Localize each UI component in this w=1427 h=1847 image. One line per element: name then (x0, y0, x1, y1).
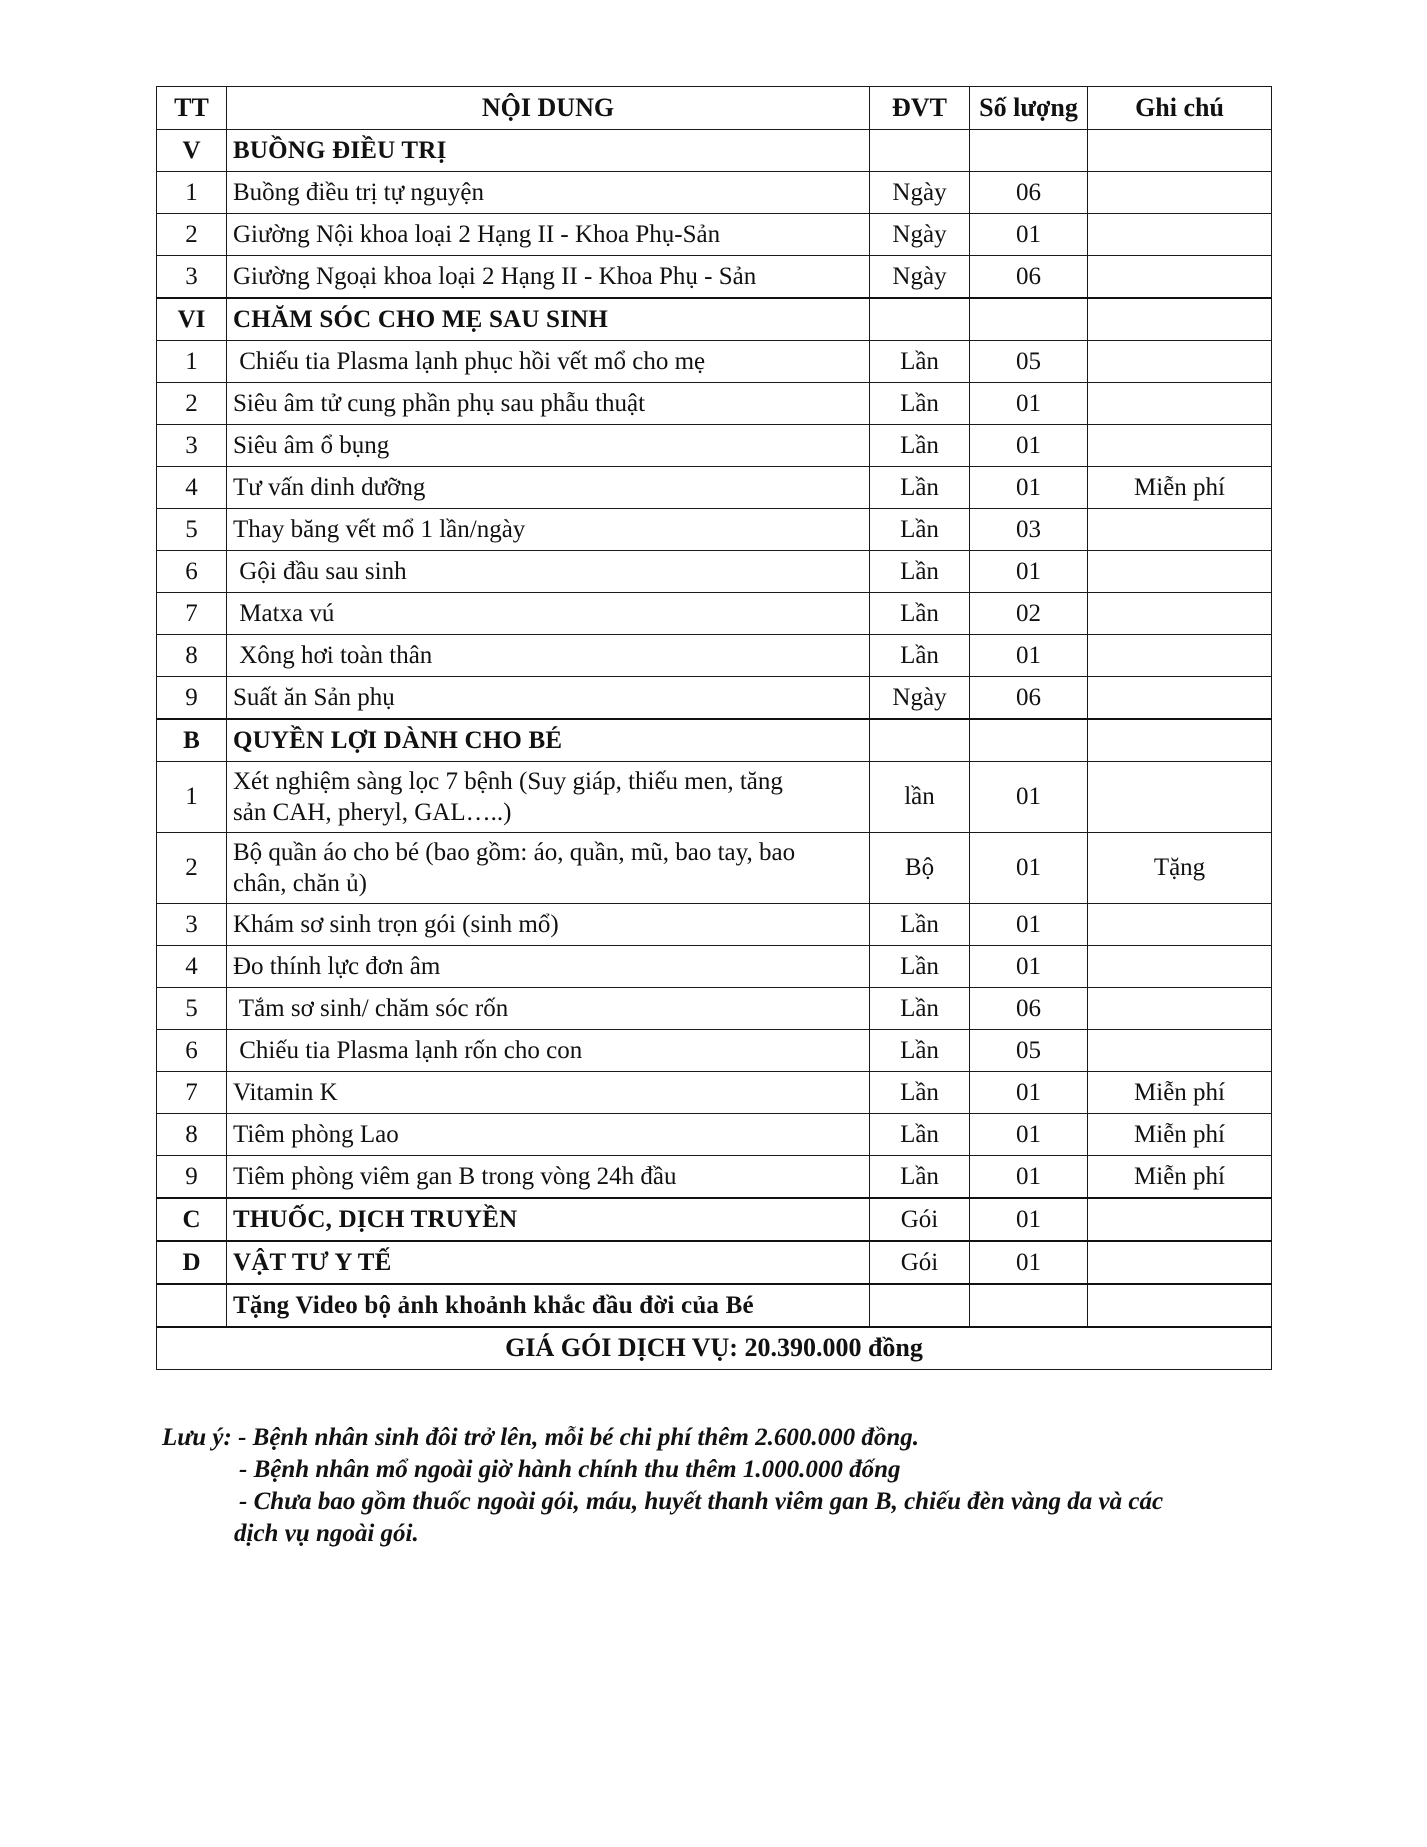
row-unit: Gói (870, 1241, 970, 1284)
section-tt: V (157, 130, 227, 172)
row-unit: Ngày (870, 214, 970, 256)
table-row (157, 341, 1272, 383)
row-qty: 01 (970, 214, 1088, 256)
row-content: Buồng điều trị tự nguyện (227, 172, 870, 214)
row-content-line: Xét nghiệm sàng lọc 7 bệnh (Suy giáp, thiếu men, tăng (233, 767, 783, 795)
row-tt: 1 (157, 762, 227, 833)
section-title: QUYỀN LỢI DÀNH CHO BÉ (227, 719, 870, 762)
row-unit: Lần (870, 904, 970, 946)
row-unit: Ngày (870, 256, 970, 299)
section-title: BUỒNG ĐIỀU TRỊ (227, 130, 870, 172)
empty-cell (870, 130, 970, 172)
table-row (157, 1114, 1272, 1156)
header-tt: TT (157, 87, 227, 130)
row-note (1088, 214, 1272, 256)
row-unit: Lần (870, 551, 970, 593)
empty-cell (970, 719, 1088, 762)
row-tt: 6 (157, 1030, 227, 1072)
row-qty: 06 (970, 256, 1088, 299)
row-tt: 9 (157, 1156, 227, 1199)
row-content: Xông hơi toàn thân (227, 635, 870, 677)
row-qty: 06 (970, 172, 1088, 214)
row-qty: 01 (970, 635, 1088, 677)
row-content (227, 833, 870, 904)
row-content: Giường Ngoại khoa loại 2 Hạng II - Khoa Phụ - Sản (227, 256, 870, 299)
row-note (1088, 635, 1272, 677)
row-note (1088, 988, 1272, 1030)
table-row (157, 635, 1272, 677)
row-unit: Ngày (870, 172, 970, 214)
row-tt: 7 (157, 593, 227, 635)
empty-cell (1088, 130, 1272, 172)
empty-cell (970, 130, 1088, 172)
row-content: Tư vấn dinh dưỡng (227, 467, 870, 509)
row-unit: Gói (870, 1198, 970, 1241)
header-note: Ghi chú (1088, 87, 1272, 130)
row-qty: 01 (970, 1156, 1088, 1199)
row-tt: 5 (157, 988, 227, 1030)
row-content (227, 762, 870, 833)
row-qty: 03 (970, 509, 1088, 551)
table-row (157, 946, 1272, 988)
row-qty: 01 (970, 1198, 1088, 1241)
row-unit: lần (870, 762, 970, 833)
note-line-3: - Chưa bao gồm thuốc ngoài gói, máu, huyết thanh viêm gan B, chiếu đèn vàng da và các (239, 1488, 1164, 1515)
row-note (1088, 593, 1272, 635)
table-row (157, 214, 1272, 256)
row-qty: 02 (970, 593, 1088, 635)
table-row (157, 509, 1272, 551)
row-content-line: chân, chăn ủ) (233, 870, 367, 897)
row-unit: Lần (870, 988, 970, 1030)
row-content-line: Bộ quần áo cho bé (bao gồm: áo, quần, mũ, bao tay, bao (233, 838, 796, 866)
row-content: Chiếu tia Plasma lạnh rốn cho con (227, 1030, 870, 1072)
row-qty: 01 (970, 1114, 1088, 1156)
row-qty: 01 (970, 762, 1088, 833)
row-content: Khám sơ sinh trọn gói (sinh mổ) (227, 904, 870, 946)
row-qty: 05 (970, 341, 1088, 383)
table-row (157, 833, 1272, 904)
gift-row (157, 1284, 1272, 1327)
note-label: Lưu ý: (162, 1424, 232, 1451)
row-unit: Bộ (870, 833, 970, 904)
row-unit: Lần (870, 946, 970, 988)
table-row (157, 172, 1272, 214)
row-content: Giường Nội khoa loại 2 Hạng II - Khoa Phụ-Sản (227, 214, 870, 256)
empty-cell (870, 298, 970, 341)
row-unit: Lần (870, 635, 970, 677)
empty-cell (870, 719, 970, 762)
section-tt: B (157, 719, 227, 762)
row-qty: 01 (970, 946, 1088, 988)
row-tt: 2 (157, 383, 227, 425)
table-row (157, 988, 1272, 1030)
table-row (157, 383, 1272, 425)
total-row (157, 1327, 1272, 1370)
table-row (157, 467, 1272, 509)
section-row-d (157, 1241, 1272, 1284)
empty-cell (970, 298, 1088, 341)
row-qty: 01 (970, 467, 1088, 509)
section-row-b (157, 719, 1272, 762)
row-content: Tắm sơ sinh/ chăm sóc rốn (227, 988, 870, 1030)
section-tt: D (157, 1241, 227, 1284)
row-note (1088, 341, 1272, 383)
section-tt: C (157, 1198, 227, 1241)
empty-cell (157, 1284, 227, 1327)
row-note: Miễn phí (1088, 467, 1272, 509)
note-line-2: - Bệnh nhân mổ ngoài giờ hành chính thu thêm 1.000.000 đống (239, 1456, 901, 1483)
row-tt: 7 (157, 1072, 227, 1114)
row-tt: 6 (157, 551, 227, 593)
row-tt: 9 (157, 677, 227, 720)
row-content: Siêu âm tử cung phần phụ sau phẫu thuật (227, 383, 870, 425)
table-row (157, 1072, 1272, 1114)
table-row (157, 904, 1272, 946)
section-row-v (157, 130, 1272, 172)
row-qty: 01 (970, 833, 1088, 904)
empty-cell (1088, 1241, 1272, 1284)
row-content: Đo thính lực đơn âm (227, 946, 870, 988)
row-qty: 06 (970, 677, 1088, 720)
row-note: Miễn phí (1088, 1114, 1272, 1156)
table-row (157, 1156, 1272, 1199)
row-unit: Lần (870, 593, 970, 635)
empty-cell (970, 1284, 1088, 1327)
row-note (1088, 946, 1272, 988)
table-row (157, 593, 1272, 635)
row-unit: Lần (870, 1030, 970, 1072)
row-tt: 3 (157, 904, 227, 946)
row-unit: Lần (870, 467, 970, 509)
row-content: Thay băng vết mổ 1 lần/ngày (227, 509, 870, 551)
row-content: Vitamin K (227, 1072, 870, 1114)
row-note (1088, 425, 1272, 467)
row-unit: Lần (870, 1156, 970, 1199)
row-tt: 1 (157, 341, 227, 383)
gift-text: Tặng Video bộ ảnh khoảnh khắc đầu đời của Bé (227, 1284, 870, 1327)
section-title: THUỐC, DỊCH TRUYỀN (227, 1198, 870, 1241)
row-tt: 3 (157, 256, 227, 299)
row-unit: Lần (870, 383, 970, 425)
row-tt: 3 (157, 425, 227, 467)
row-note (1088, 383, 1272, 425)
row-qty: 01 (970, 1241, 1088, 1284)
row-tt: 4 (157, 467, 227, 509)
row-note: Miễn phí (1088, 1156, 1272, 1199)
row-tt: 8 (157, 635, 227, 677)
header-content: NỘI DUNG (227, 87, 870, 130)
row-unit: Lần (870, 1114, 970, 1156)
row-note (1088, 509, 1272, 551)
table-header-row (157, 87, 1272, 130)
row-qty: 01 (970, 383, 1088, 425)
empty-cell (1088, 1284, 1272, 1327)
price-sheet (156, 86, 1271, 1370)
notes-block (162, 1422, 1282, 1550)
row-qty: 01 (970, 1072, 1088, 1114)
row-qty: 06 (970, 988, 1088, 1030)
row-note (1088, 762, 1272, 833)
row-tt: 8 (157, 1114, 227, 1156)
empty-cell (1088, 1198, 1272, 1241)
row-content: Tiêm phòng viêm gan B trong vòng 24h đầu (227, 1156, 870, 1199)
row-note: Miễn phí (1088, 1072, 1272, 1114)
empty-cell (870, 1284, 970, 1327)
row-unit: Lần (870, 1072, 970, 1114)
row-note (1088, 256, 1272, 299)
row-unit: Lần (870, 341, 970, 383)
empty-cell (1088, 719, 1272, 762)
table-row (157, 425, 1272, 467)
note-line-1 (162, 1422, 1282, 1454)
row-content: Siêu âm ổ bụng (227, 425, 870, 467)
table-row (157, 256, 1272, 299)
header-unit: ĐVT (870, 87, 970, 130)
row-note (1088, 1030, 1272, 1072)
row-tt: 5 (157, 509, 227, 551)
header-qty: Số lượng (970, 87, 1088, 130)
row-unit: Lần (870, 509, 970, 551)
row-unit: Lần (870, 425, 970, 467)
row-content: Suất ăn Sản phụ (227, 677, 870, 720)
row-note (1088, 904, 1272, 946)
table-row (157, 1030, 1272, 1072)
table-row (157, 551, 1272, 593)
note-text: - Bệnh nhân sinh đôi trở lên, mỗi bé chi phí thêm 2.600.000 đồng. (231, 1424, 919, 1451)
row-content: Tiêm phòng Lao (227, 1114, 870, 1156)
row-note (1088, 172, 1272, 214)
section-tt: VI (157, 298, 227, 341)
row-tt: 1 (157, 172, 227, 214)
row-content: Matxa vú (227, 593, 870, 635)
section-row-c (157, 1198, 1272, 1241)
row-content: Gội đầu sau sinh (227, 551, 870, 593)
row-tt: 2 (157, 833, 227, 904)
row-qty: 01 (970, 425, 1088, 467)
total-price: GIÁ GÓI DỊCH VỤ: 20.390.000 đồng (157, 1327, 1272, 1370)
row-qty: 01 (970, 904, 1088, 946)
row-unit: Ngày (870, 677, 970, 720)
section-row-vi (157, 298, 1272, 341)
section-title: VẬT TƯ Y TẾ (227, 1241, 870, 1284)
row-qty: 05 (970, 1030, 1088, 1072)
row-qty: 01 (970, 551, 1088, 593)
row-content: Chiếu tia Plasma lạnh phục hồi vết mổ cho mẹ (227, 341, 870, 383)
section-title: CHĂM SÓC CHO MẸ SAU SINH (227, 298, 870, 341)
row-tt: 2 (157, 214, 227, 256)
empty-cell (1088, 298, 1272, 341)
row-content-line: sản CAH, pheryl, GAL…..) (233, 799, 512, 826)
row-note (1088, 551, 1272, 593)
table-row (157, 762, 1272, 833)
row-note: Tặng (1088, 833, 1272, 904)
note-line-4: dịch vụ ngoài gói. (234, 1520, 419, 1547)
row-tt: 4 (157, 946, 227, 988)
row-note (1088, 677, 1272, 720)
table-row (157, 677, 1272, 720)
service-package-table (156, 86, 1272, 1370)
